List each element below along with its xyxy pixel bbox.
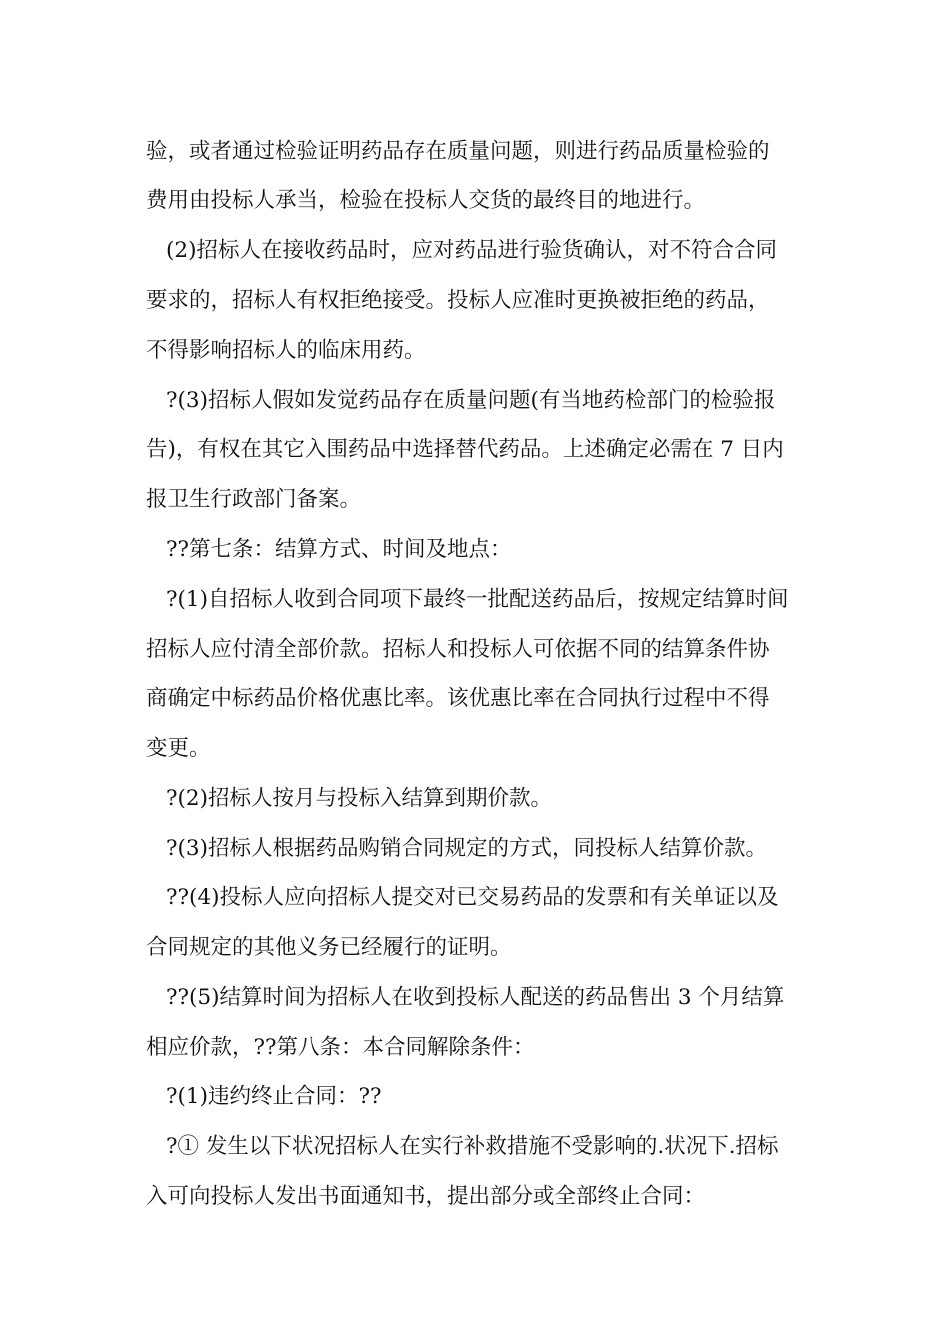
section-heading: ??第七条：结算方式、时间及地点： — [166, 537, 512, 562]
text-line: ?(3)招标人假如发觉药品存在质量问题(有当地药检部门的检验报 — [166, 388, 776, 413]
text-line: (2)招标人在接收药品时，应对药品进行验货确认，对不符合合同 — [166, 238, 777, 263]
text-line: 要求的，招标人有权拒绝接受。投标人应准时更换被拒绝的药品， — [146, 288, 770, 313]
text-line: 验，或者通过检验证明药品存在质量问题，则进行药品质量检验的 — [146, 139, 770, 164]
text-line: 商确定中标药品价格优惠比率。该优惠比率在合同执行过程中不得 — [146, 686, 770, 711]
text-line: 报卫生行政部门备案。 — [146, 487, 362, 512]
text-line: 合同规定的其他义务已经履行的证明。 — [146, 935, 512, 960]
text-line: 招标人应付清全部价款。招标人和投标人可依据不同的结算条件协 — [146, 637, 770, 662]
text-line: ??(5)结算时间为招标人在收到投标人配送的药品售出 3 个月结算 — [166, 985, 785, 1010]
text-line: ?① 发生以下状况招标人在实行补救措施不受影响的.状况下.招标 — [166, 1134, 779, 1159]
text-line: ?(1)自招标人收到合同项下最终一批配送药品后，按规定结算时间 — [166, 587, 789, 612]
text-line: 变更。 — [146, 736, 211, 761]
text-line: 入可向投标人发出书面通知书，提出部分或全部终止合同： — [146, 1184, 706, 1209]
text-line: 费用由投标人承当，检验在投标人交货的最终目的地进行。 — [146, 188, 706, 213]
text-line: ??(4)投标人应向招标人提交对已交易药品的发票和有关单证以及 — [166, 885, 779, 910]
text-line: 告)，有权在其它入围药品中选择替代药品。上述确定必需在 7 日内 — [146, 437, 784, 462]
text-line: 不得影响招标人的临床用药。 — [146, 338, 426, 363]
text-line: ?(2)招标人按月与投标入结算到期价款。 — [166, 786, 552, 811]
text-line: ?(1)违约终止合同：?? — [166, 1084, 382, 1109]
text-line: 相应价款，??第八条：本合同解除条件： — [146, 1035, 535, 1060]
text-line: ?(3)招标人根据药品购销合同规定的方式，同投标人结算价款。 — [166, 836, 767, 861]
